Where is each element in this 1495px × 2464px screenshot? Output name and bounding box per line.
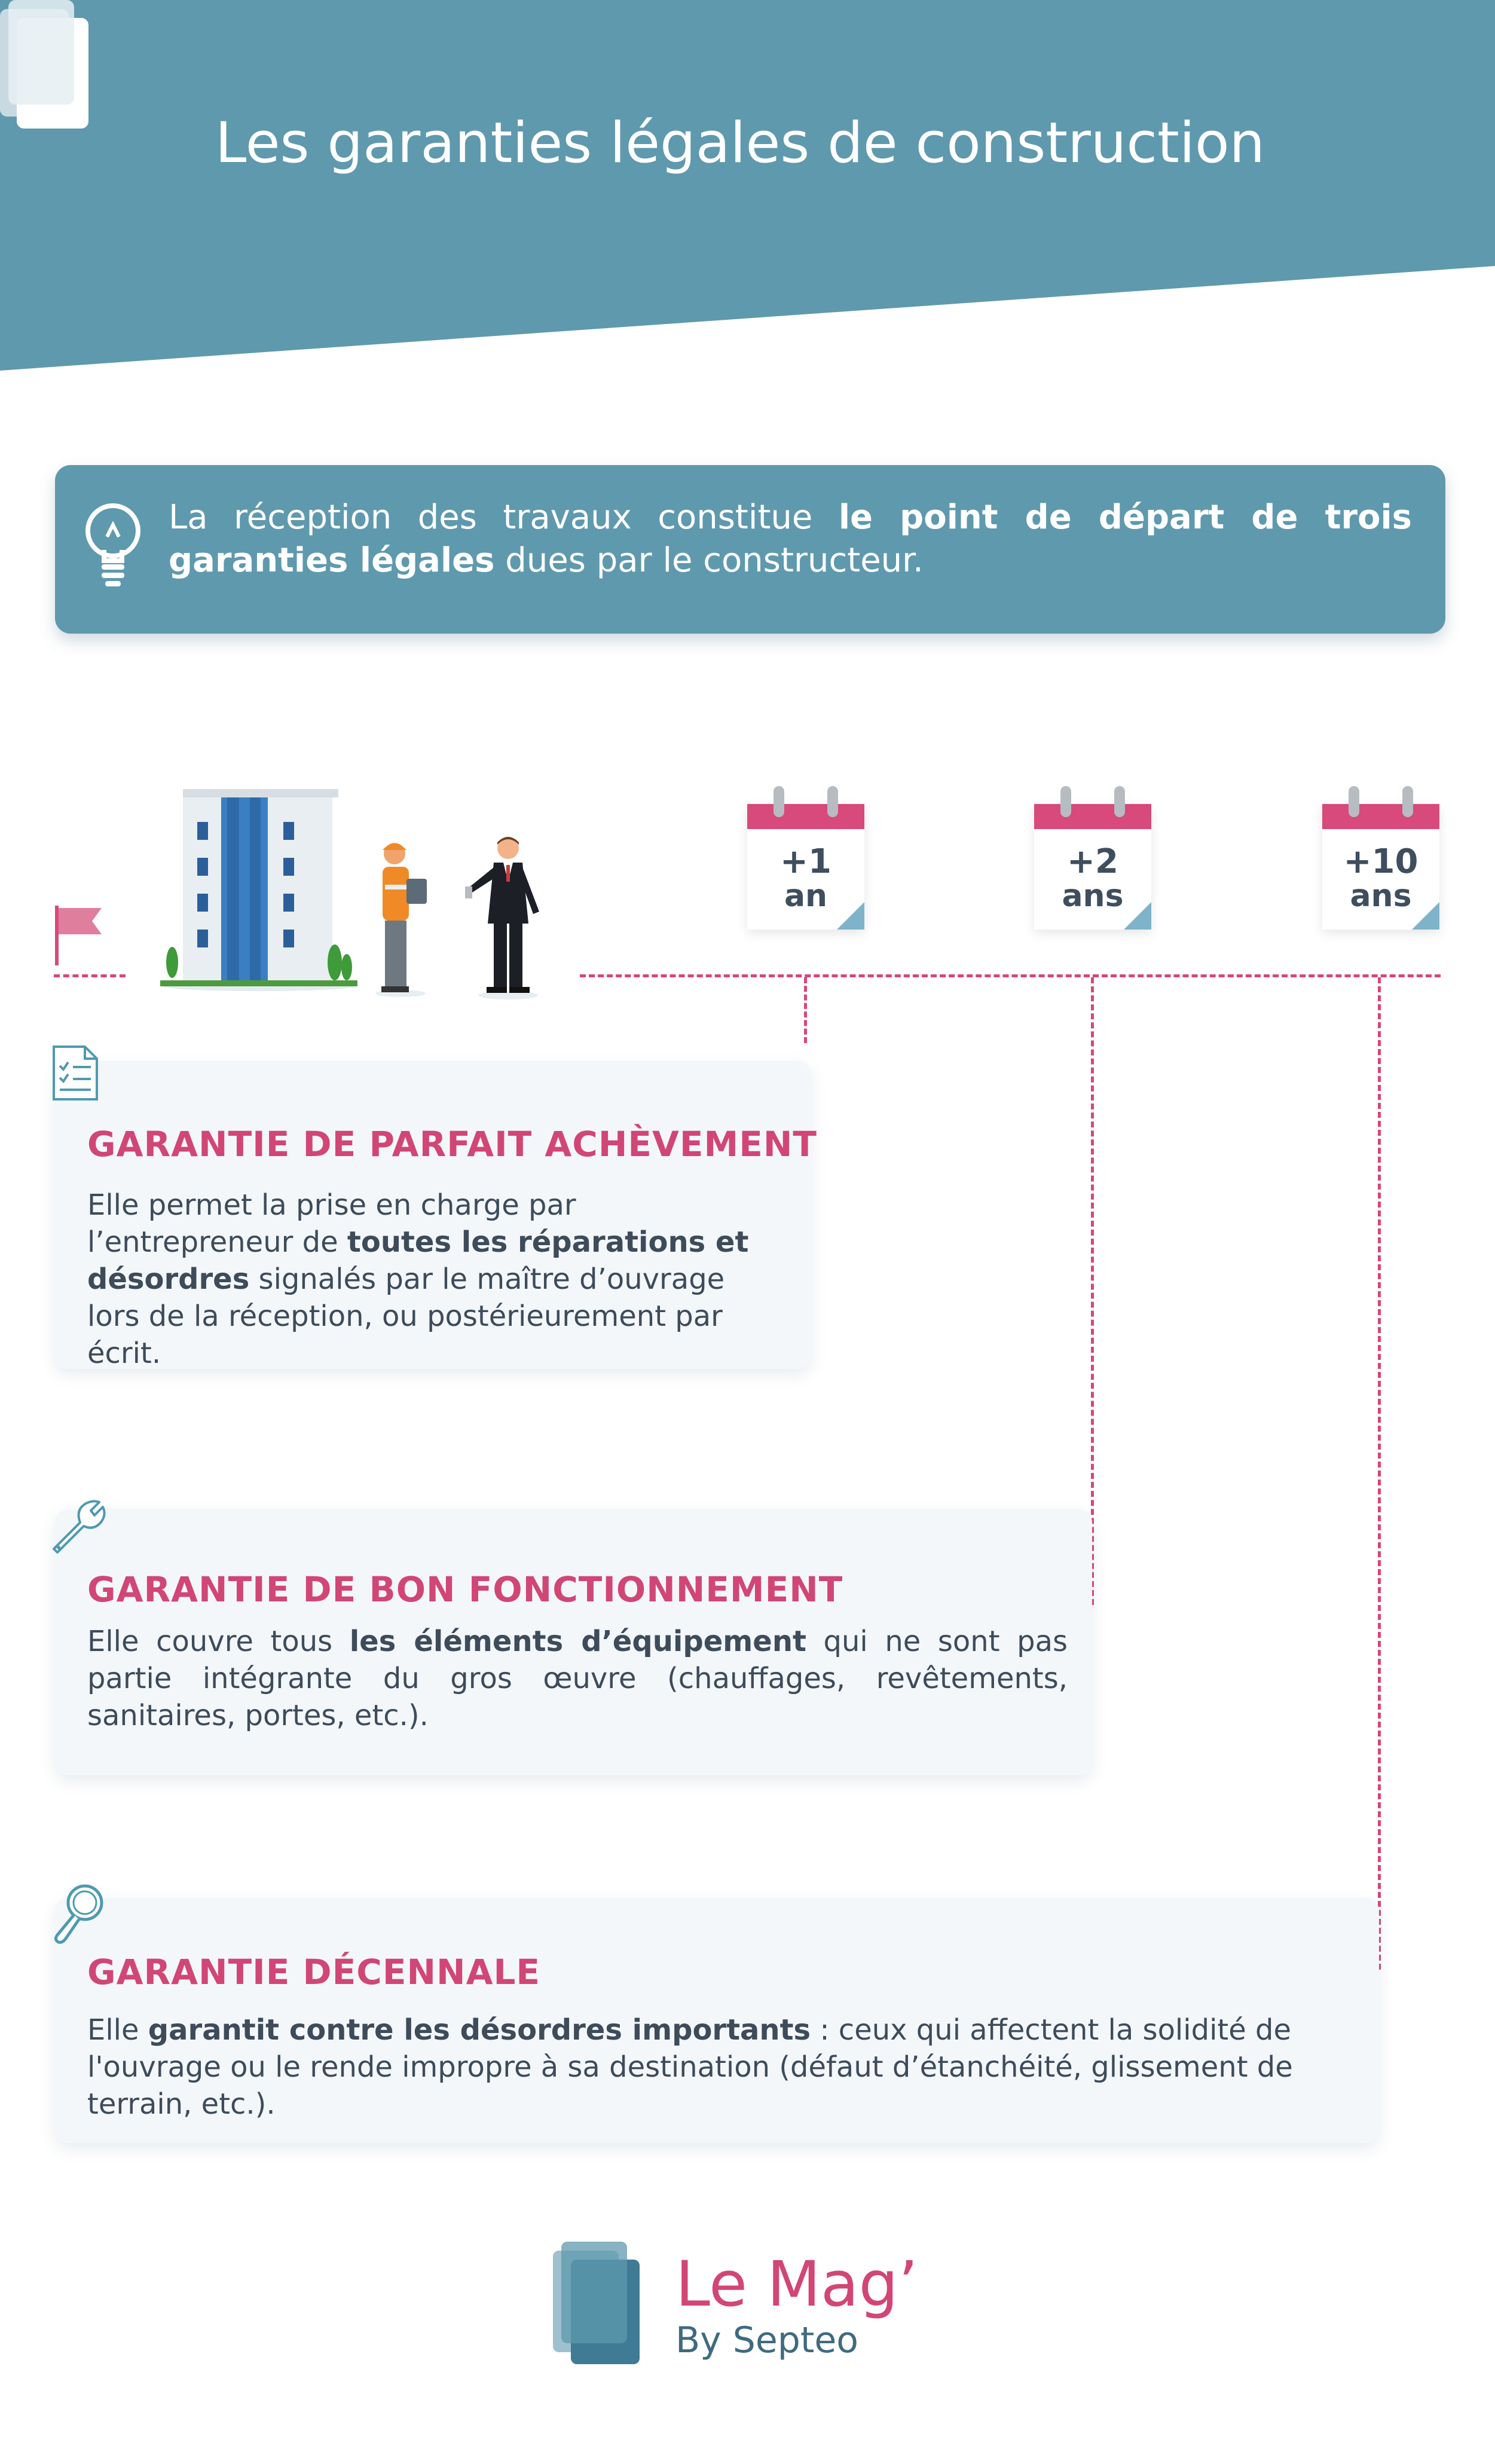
client-illustration: [460, 834, 550, 1001]
timeline-drop-10-years: [1378, 977, 1381, 1970]
timeline-drop-2-years: [1091, 977, 1094, 1605]
brand-name: Le Mag’: [675, 2248, 918, 2321]
card-title: GARANTIE DE BON FONCTIONNEMENT: [87, 1569, 843, 1610]
logo-icon: [0, 0, 96, 129]
card-bon-fonctionnement: [55, 1509, 1092, 1775]
card-text-part: : ceux qui affectent la solidité de l'ouvrage ou le rende impropre à sa destination (défaut d’étanchéité, glissement de terrain, etc.).: [87, 2013, 1293, 2121]
building-illustration: [160, 765, 357, 992]
card-text-bold: garantit contre les désordres importants: [148, 2013, 811, 2047]
milestone-number: +1: [780, 842, 831, 881]
milestone-unit: ans: [1350, 878, 1412, 914]
calendar-10-years: [1322, 786, 1439, 930]
card-decennale: [55, 1898, 1379, 2143]
calendar-2-years: [1034, 786, 1151, 930]
milestone-unit: an: [784, 878, 828, 914]
calendar-ring: [1402, 786, 1413, 817]
footer-logo: [553, 2239, 971, 2382]
checklist-document-icon: [49, 1043, 103, 1103]
card-text-part: Elle permet la prise en charge par l’entrepreneur de: [87, 1188, 576, 1259]
card-title: GARANTIE DÉCENNALE: [87, 1952, 541, 1992]
header-banner: [0, 0, 1495, 377]
timeline-line-start: [54, 974, 126, 977]
header-background: [0, 0, 1495, 377]
calendar-ring: [774, 786, 784, 817]
intro-text-part: La réception des travaux constitue: [169, 498, 839, 537]
card-text-bold: toutes les réparations et désordres: [87, 1225, 749, 1296]
brand-logo-icon: [553, 2239, 649, 2364]
intro-callout: [55, 465, 1445, 634]
timeline-drop-1-year: [804, 977, 807, 1043]
intro-text-part: dues par le constructeur.: [494, 541, 924, 580]
intro-text-bold: le point de départ de trois garanties légales: [169, 498, 1412, 580]
card-text-bold: les éléments d’équipement: [349, 1625, 806, 1658]
calendar-ring: [1349, 786, 1359, 817]
intro-text: [169, 496, 1412, 582]
milestone-unit: ans: [1062, 878, 1124, 914]
card-title: GARANTIE DE PARFAIT ACHÈVEMENT: [87, 1124, 817, 1164]
card-text: [87, 1187, 781, 1372]
lightbulb-icon: [80, 501, 146, 591]
flag-icon: [53, 906, 106, 965]
card-text: [87, 2011, 1355, 2123]
calendar-1-year: [747, 786, 864, 930]
milestone-number: +2: [1067, 842, 1118, 881]
wrench-icon: [49, 1497, 109, 1557]
calendar-ring: [827, 786, 838, 817]
calendar-header: [1034, 804, 1151, 829]
page-title: Les garanties légales de construction: [215, 111, 1265, 176]
card-text: [87, 1623, 1068, 1734]
timeline-line: [580, 974, 1441, 977]
worker-illustration: [371, 837, 436, 998]
calendar-header: [1322, 804, 1439, 829]
calendar-ring: [1114, 786, 1125, 817]
card-text-part: qui ne sont pas partie intégrante du gros œuvre (chauffages, revêtements, sanitaires, portes, etc.).: [87, 1625, 1068, 1732]
calendar-ring: [1060, 786, 1071, 817]
milestone-number: +10: [1343, 842, 1418, 881]
magnifier-icon: [49, 1880, 109, 1946]
calendar-header: [747, 804, 864, 829]
card-parfait-achevement: [55, 1061, 817, 1370]
card-text-part: Elle: [87, 2013, 148, 2047]
card-text-part: signalés par le maître d’ouvrage lors de la réception, ou postérieurement par écrit.: [87, 1262, 725, 1370]
brand-subtitle: By Septeo: [675, 2319, 858, 2361]
card-text-part: Elle couvre tous: [87, 1625, 350, 1658]
